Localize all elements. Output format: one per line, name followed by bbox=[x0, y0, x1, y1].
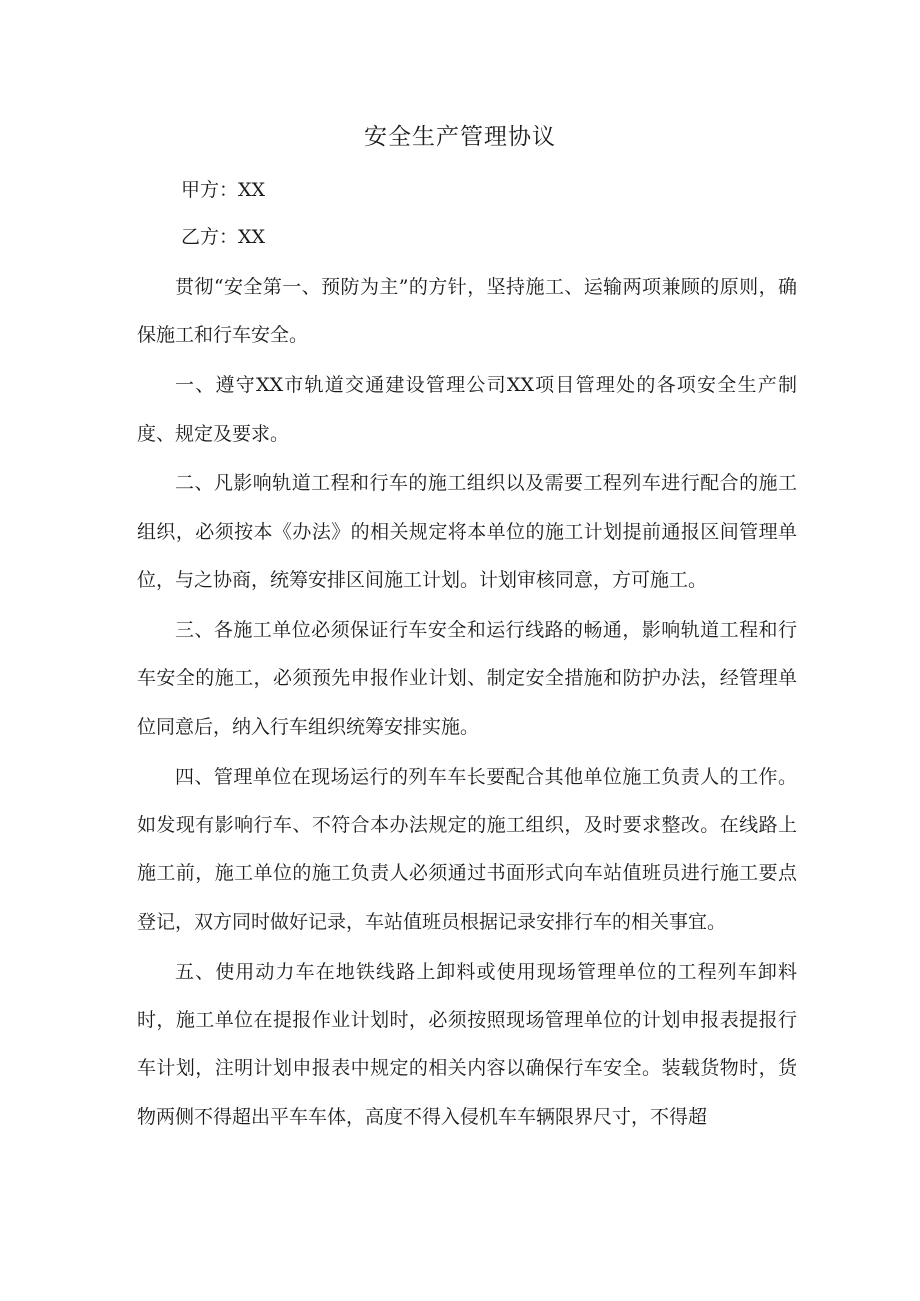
paragraph-preamble: 贯彻“安全第一、预防为主”的方针，坚持施工、运输两项兼顾的原则，确保施工和行车安全。 bbox=[137, 276, 797, 347]
party-a: 甲方：XX bbox=[181, 179, 266, 201]
party-b: 乙方：XX bbox=[181, 226, 266, 248]
paragraph-clause-3: 三、各施工单位必须保证行车安全和运行线路的畅通，影响轨道工程和行车安全的施工，必须预先申报作业计划、制定安全措施和防护办法，经管理单位同意后，纳入行车组织统筹安排实施。 bbox=[137, 619, 797, 738]
document-body bbox=[137, 263, 797, 1143]
paragraph-clause-5: 五、使用动力车在地铁线路上卸料或使用现场管理单位的工程列车卸料时，施工单位在提报作业计划时，必须按照现场管理单位的计划申报表提报行车计划，注明计划申报表中规定的相关内容以确保行车安全。装载货物时，货物两侧不得超出平车车体，高度不得入侵机车车辆限界尺寸，不得超 bbox=[137, 960, 797, 1128]
paragraph-clause-2: 二、凡影响轨道工程和行车的施工组织以及需要工程列车进行配合的施工组织，必须按本《办法》的相关规定将本单位的施工计划提前通报区间管理单位，与之协商，统筹安排区间施工计划。计划审核同意，方可施工。 bbox=[137, 472, 797, 592]
document-title: 安全生产管理协议 bbox=[364, 124, 556, 150]
paragraph-clause-1: 一、遵守XX市轨道交通建设管理公司XX项目管理处的各项安全生产制度、规定及要求。 bbox=[137, 374, 797, 445]
paragraph-clause-4: 四、管理单位在现场运行的列车车长要配合其他单位施工负责人的工作。如发现有影响行车、不符合本办法规定的施工组织，及时要求整改。在线路上施工前，施工单位的施工负责人必须通过书面形式向车站值班员进行施工要点登记，双方同时做好记录，车站值班员根据记录安排行车的相关事宜。 bbox=[137, 765, 797, 933]
